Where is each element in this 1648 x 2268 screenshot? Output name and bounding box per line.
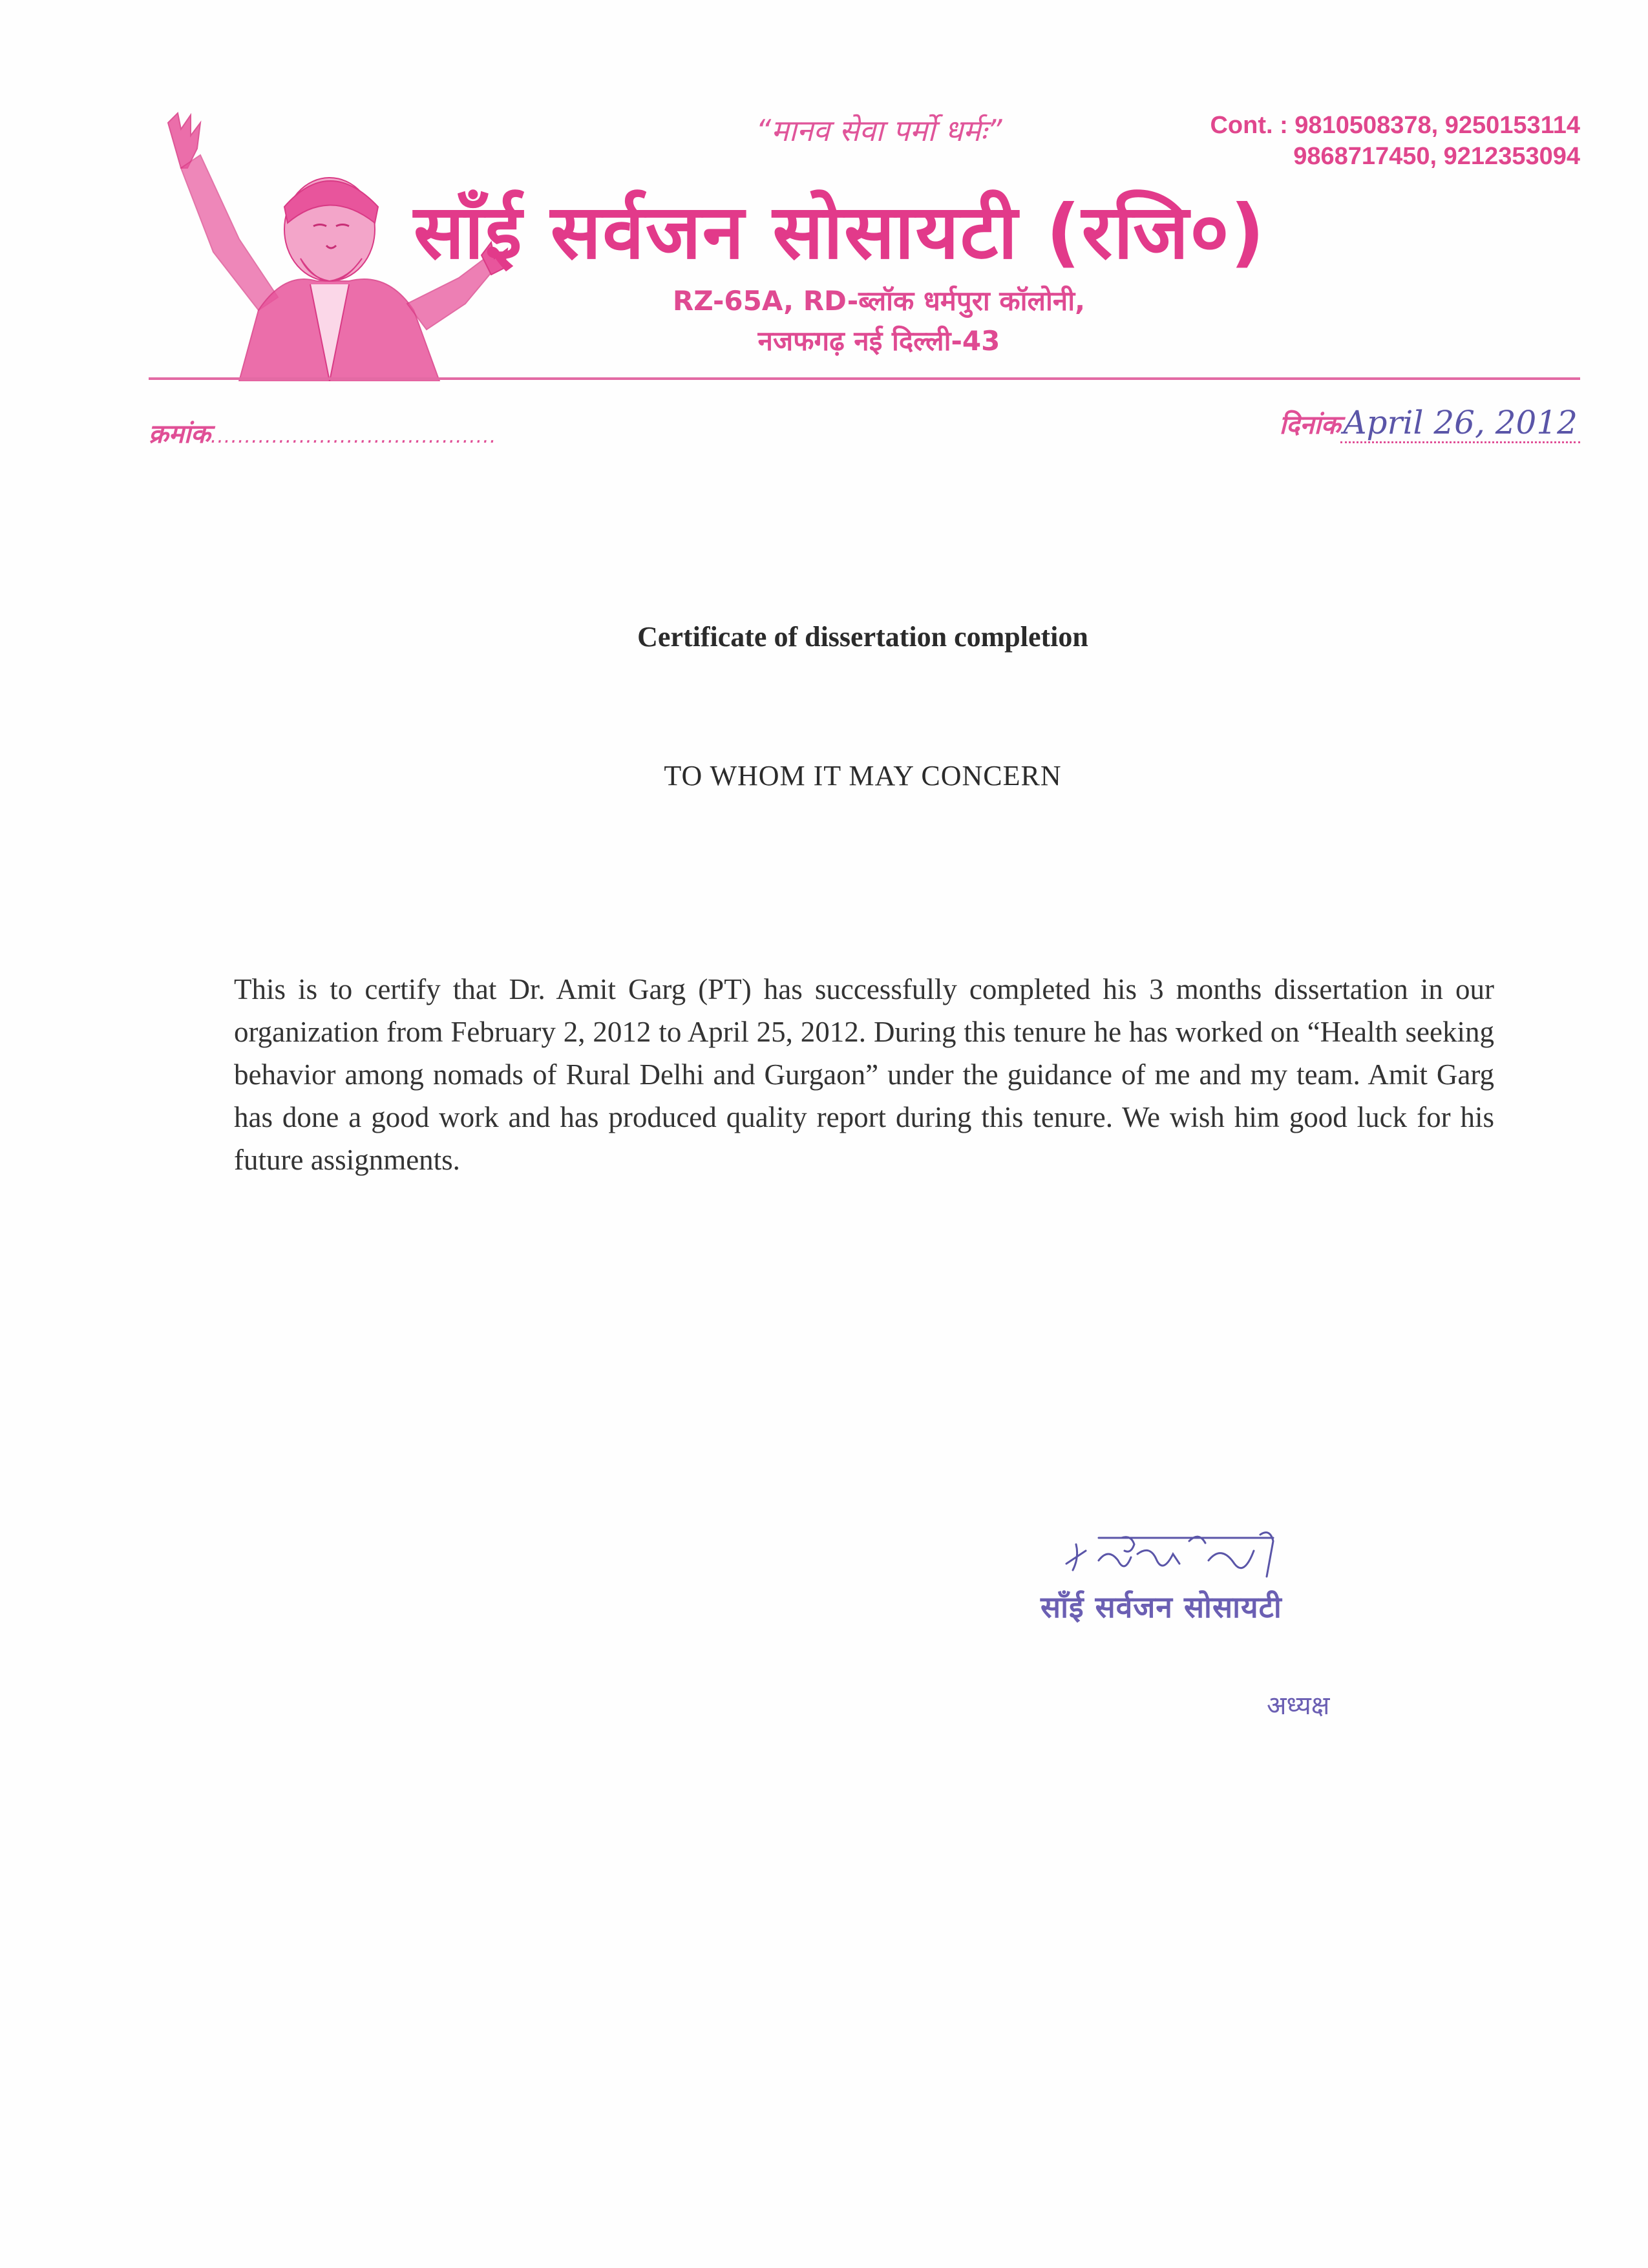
document-title: Certificate of dissertation completion (637, 621, 1088, 653)
org-motto: “मानव सेवा पर्मो धर्मः” (755, 113, 1002, 148)
salutation: TO WHOM IT MAY CONCERN (664, 760, 1062, 792)
stamp-organization: साँई सर्वजन सोसायटी (1041, 1590, 1282, 1624)
contact-line-1: Cont. : 9810508378, 9250153114 (1210, 112, 1580, 139)
contact-line-2: 9868717450, 9212353094 (1293, 143, 1580, 170)
date-field (1280, 404, 1580, 441)
date-value: April 26, 2012 (1340, 404, 1580, 443)
address-line-2: नजफगढ़ नई दिल्ली-43 (757, 325, 1000, 357)
organization-address (569, 281, 1189, 361)
stamp-designation: अध्यक्ष (1267, 1691, 1330, 1721)
certificate-body: This is to certify that Dr. Amit Garg (PT) has successfully completed his 3 months dissertation in our organization from February 2, 2012 to April 25, 2012. During this tenure he has worked on “Health seeking behavior among nomads of Rural Delhi and Gurgaon” under the guidance of me and my team. Amit Garg has done a good work and has produced quality report during this tenure. We wish him good luck for his future assignments. (234, 973, 1494, 1176)
reference-number-field (149, 415, 496, 450)
reference-label: क्रमांक (149, 419, 211, 449)
letterhead-divider (149, 377, 1580, 380)
reference-dots: .......................................... (210, 425, 497, 448)
date-label: दिनांक (1279, 410, 1341, 440)
address-line-1: RZ-65A, RD-ब्लॉक धर्मपुरा कॉलोनी, (672, 285, 1086, 317)
contact-numbers (1128, 110, 1580, 172)
organization-name: साँई सर्वजन सोसायटी (रजि०) (414, 189, 1266, 276)
